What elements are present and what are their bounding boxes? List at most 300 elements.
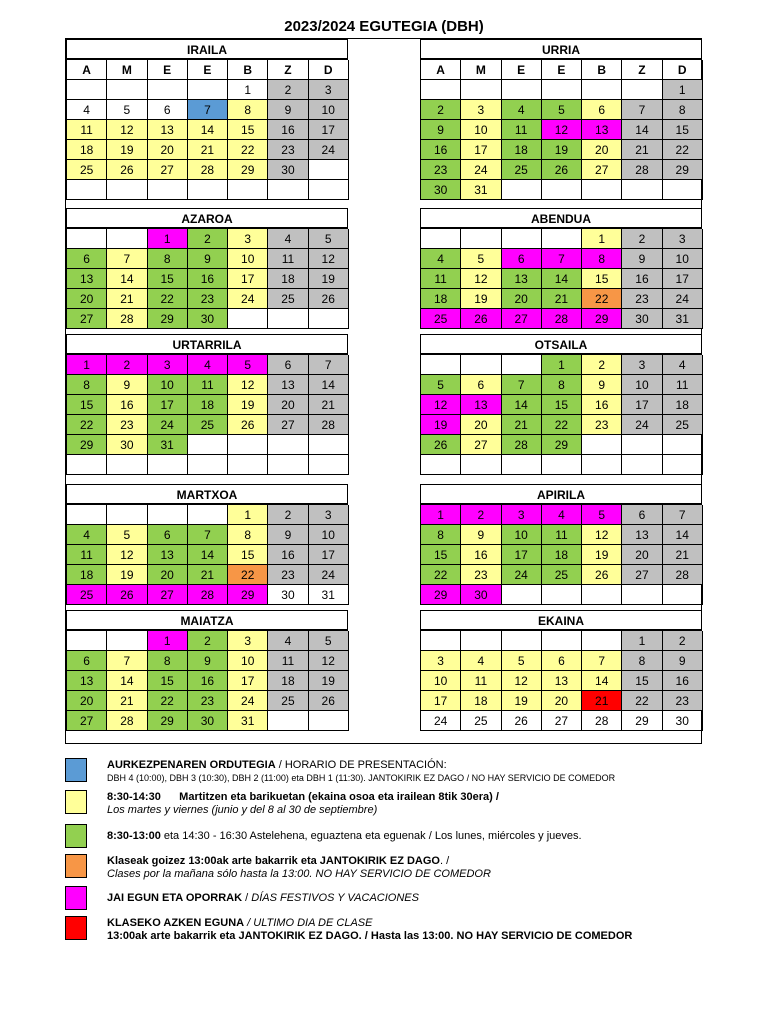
day-cell: 7 <box>502 375 542 395</box>
empty-cell <box>309 455 349 475</box>
day-cell: 5 <box>228 355 268 375</box>
empty-cell <box>502 355 542 375</box>
month-apirila <box>420 484 702 605</box>
legend-swatch <box>65 886 87 910</box>
day-cell: 19 <box>107 140 147 160</box>
legend-detail: 13:00ak arte bakarrik eta JANTOKIRIK EZ DAGO. / Hasta las 13:00. NO HAY SERVICIO DE COMEDOR <box>107 930 633 942</box>
empty-cell <box>309 180 349 200</box>
day-cell: 9 <box>663 651 703 671</box>
day-cell: 1 <box>148 229 188 249</box>
empty-cell <box>542 229 582 249</box>
legend-label: Klaseak goizez 13:00ak arte bakarrik eta JANTOKIRIK EZ DAGO <box>107 855 440 867</box>
day-cell: 29 <box>421 585 461 605</box>
day-cell: 13 <box>502 269 542 289</box>
empty-cell <box>622 180 662 200</box>
empty-cell <box>582 180 622 200</box>
day-cell: 13 <box>542 671 582 691</box>
day-cell: 10 <box>309 100 349 120</box>
day-cell: 4 <box>502 100 542 120</box>
day-cell: 6 <box>622 505 662 525</box>
day-cell: 10 <box>622 375 662 395</box>
day-cell: 30 <box>268 160 308 180</box>
weekday-header: Z <box>268 60 308 80</box>
day-cell: 22 <box>421 565 461 585</box>
day-cell: 1 <box>67 355 107 375</box>
day-cell: 23 <box>268 565 308 585</box>
day-cell: 1 <box>582 229 622 249</box>
day-cell: 3 <box>228 229 268 249</box>
day-cell: 28 <box>188 160 228 180</box>
day-cell: 16 <box>663 671 703 691</box>
day-cell: 22 <box>542 415 582 435</box>
empty-cell <box>622 80 662 100</box>
day-cell: 24 <box>228 289 268 309</box>
day-cell: 18 <box>421 289 461 309</box>
day-cell: 11 <box>663 375 703 395</box>
empty-cell <box>542 585 582 605</box>
day-cell: 18 <box>663 395 703 415</box>
day-cell: 14 <box>542 269 582 289</box>
day-cell: 7 <box>188 100 228 120</box>
day-cell: 20 <box>67 289 107 309</box>
day-cell: 21 <box>663 545 703 565</box>
empty-cell <box>461 80 501 100</box>
day-cell: 28 <box>107 309 147 329</box>
empty-cell <box>542 455 582 475</box>
day-cell: 21 <box>107 289 147 309</box>
empty-cell <box>67 80 107 100</box>
day-cell: 29 <box>582 309 622 329</box>
day-cell: 10 <box>461 120 501 140</box>
empty-cell <box>188 455 228 475</box>
empty-cell <box>268 711 308 731</box>
day-cell: 5 <box>107 525 147 545</box>
day-cell: 22 <box>67 415 107 435</box>
day-cell: 14 <box>188 120 228 140</box>
month-grid <box>66 504 348 605</box>
day-cell: 31 <box>148 435 188 455</box>
day-cell: 29 <box>228 585 268 605</box>
empty-cell <box>268 455 308 475</box>
day-cell: 12 <box>107 545 147 565</box>
legend-detail: Los martes y viernes (junio y del 8 al 30 de septiembre) <box>107 804 378 816</box>
day-cell: 9 <box>582 375 622 395</box>
day-cell: 19 <box>107 565 147 585</box>
day-cell: 15 <box>228 120 268 140</box>
day-cell: 13 <box>148 545 188 565</box>
day-cell: 4 <box>542 505 582 525</box>
day-cell: 2 <box>582 355 622 375</box>
day-cell: 12 <box>461 269 501 289</box>
day-cell: 24 <box>461 160 501 180</box>
day-cell: 1 <box>421 505 461 525</box>
day-cell: 2 <box>188 631 228 651</box>
day-cell: 4 <box>421 249 461 269</box>
empty-cell <box>67 229 107 249</box>
day-cell: 7 <box>622 100 662 120</box>
day-cell: 7 <box>542 249 582 269</box>
day-cell: 13 <box>67 269 107 289</box>
month-grid <box>420 228 702 329</box>
day-cell: 11 <box>421 269 461 289</box>
weekday-header: B <box>582 60 622 80</box>
day-cell: 27 <box>148 585 188 605</box>
legend-label: AURKEZPENAREN ORDUTEGIA <box>107 759 276 771</box>
day-cell: 30 <box>461 585 501 605</box>
month-title: EKAINA <box>420 610 702 630</box>
day-cell: 15 <box>148 671 188 691</box>
empty-cell <box>421 455 461 475</box>
day-cell: 20 <box>582 140 622 160</box>
day-cell: 12 <box>309 651 349 671</box>
day-cell: 10 <box>502 525 542 545</box>
day-cell: 6 <box>67 249 107 269</box>
day-cell: 20 <box>67 691 107 711</box>
day-cell: 24 <box>663 289 703 309</box>
day-cell: 29 <box>542 435 582 455</box>
day-cell: 4 <box>461 651 501 671</box>
day-cell: 28 <box>188 585 228 605</box>
month-title: URRIA <box>420 39 702 59</box>
day-cell: 8 <box>421 525 461 545</box>
day-cell: 24 <box>309 565 349 585</box>
day-cell: 11 <box>67 120 107 140</box>
day-cell: 22 <box>148 289 188 309</box>
day-cell: 20 <box>148 140 188 160</box>
day-cell: 18 <box>502 140 542 160</box>
month-title: OTSAILA <box>420 334 702 354</box>
empty-cell <box>228 455 268 475</box>
day-cell: 27 <box>268 415 308 435</box>
day-cell: 19 <box>309 671 349 691</box>
day-cell: 19 <box>582 545 622 565</box>
day-cell: 16 <box>268 545 308 565</box>
day-cell: 9 <box>268 525 308 545</box>
empty-cell <box>502 80 542 100</box>
day-cell: 6 <box>148 100 188 120</box>
day-cell: 12 <box>309 249 349 269</box>
month-grid <box>66 354 348 475</box>
month-title: MARTXOA <box>66 484 348 504</box>
day-cell: 14 <box>188 545 228 565</box>
day-cell: 6 <box>542 651 582 671</box>
empty-cell <box>67 631 107 651</box>
empty-cell <box>188 435 228 455</box>
empty-cell <box>622 435 662 455</box>
day-cell: 3 <box>663 229 703 249</box>
day-cell: 17 <box>228 269 268 289</box>
day-cell: 20 <box>542 691 582 711</box>
day-cell: 23 <box>188 289 228 309</box>
day-cell: 21 <box>542 289 582 309</box>
month-maiatza <box>66 610 348 731</box>
day-cell: 9 <box>107 375 147 395</box>
day-cell: 15 <box>421 545 461 565</box>
day-cell: 16 <box>107 395 147 415</box>
month-iraila <box>66 39 348 200</box>
day-cell: 14 <box>502 395 542 415</box>
day-cell: 12 <box>421 395 461 415</box>
empty-cell <box>461 631 501 651</box>
day-cell: 11 <box>461 671 501 691</box>
day-cell: 25 <box>502 160 542 180</box>
empty-cell <box>502 631 542 651</box>
month-title: APIRILA <box>420 484 702 504</box>
day-cell: 15 <box>622 671 662 691</box>
day-cell: 4 <box>663 355 703 375</box>
empty-cell <box>461 355 501 375</box>
day-cell: 17 <box>502 545 542 565</box>
day-cell: 25 <box>268 691 308 711</box>
empty-cell <box>622 585 662 605</box>
day-cell: 31 <box>663 309 703 329</box>
empty-cell <box>268 180 308 200</box>
day-cell: 18 <box>67 565 107 585</box>
day-cell: 3 <box>461 100 501 120</box>
empty-cell <box>502 585 542 605</box>
day-cell: 10 <box>228 249 268 269</box>
day-cell: 12 <box>228 375 268 395</box>
weekday-header: A <box>67 60 107 80</box>
day-cell: 23 <box>663 691 703 711</box>
day-cell: 1 <box>228 505 268 525</box>
month-grid <box>420 630 702 731</box>
day-cell: 23 <box>107 415 147 435</box>
day-cell: 25 <box>421 309 461 329</box>
month-grid <box>66 228 348 329</box>
day-cell: 8 <box>148 249 188 269</box>
weekday-header: E <box>148 60 188 80</box>
month-grid <box>420 354 702 475</box>
day-cell: 26 <box>542 160 582 180</box>
empty-cell <box>663 455 703 475</box>
day-cell: 8 <box>228 100 268 120</box>
day-cell: 4 <box>188 355 228 375</box>
day-cell: 27 <box>582 160 622 180</box>
day-cell: 11 <box>268 651 308 671</box>
day-cell: 2 <box>461 505 501 525</box>
day-cell: 25 <box>663 415 703 435</box>
day-cell: 5 <box>542 100 582 120</box>
day-cell: 16 <box>188 269 228 289</box>
empty-cell <box>107 631 147 651</box>
day-cell: 18 <box>461 691 501 711</box>
empty-cell <box>188 80 228 100</box>
day-cell: 8 <box>148 651 188 671</box>
day-cell: 13 <box>148 120 188 140</box>
day-cell: 18 <box>268 269 308 289</box>
day-cell: 14 <box>582 671 622 691</box>
empty-cell <box>67 180 107 200</box>
empty-cell <box>228 435 268 455</box>
day-cell: 9 <box>622 249 662 269</box>
day-cell: 5 <box>502 651 542 671</box>
day-cell: 13 <box>582 120 622 140</box>
day-cell: 12 <box>582 525 622 545</box>
day-cell: 11 <box>502 120 542 140</box>
day-cell: 13 <box>461 395 501 415</box>
day-cell: 16 <box>622 269 662 289</box>
empty-cell <box>268 435 308 455</box>
day-cell: 2 <box>268 80 308 100</box>
empty-cell <box>148 455 188 475</box>
day-cell: 3 <box>309 80 349 100</box>
day-cell: 30 <box>188 309 228 329</box>
day-cell: 28 <box>502 435 542 455</box>
day-cell: 24 <box>228 691 268 711</box>
day-cell: 2 <box>188 229 228 249</box>
day-cell: 22 <box>228 140 268 160</box>
day-cell: 1 <box>663 80 703 100</box>
day-cell: 15 <box>228 545 268 565</box>
weekday-header: Z <box>622 60 662 80</box>
empty-cell <box>309 309 349 329</box>
weekday-header: B <box>228 60 268 80</box>
day-cell: 11 <box>268 249 308 269</box>
empty-cell <box>107 455 147 475</box>
day-cell: 29 <box>228 160 268 180</box>
day-cell: 23 <box>421 160 461 180</box>
day-cell: 25 <box>461 711 501 731</box>
day-cell: 28 <box>622 160 662 180</box>
day-cell: 3 <box>622 355 662 375</box>
day-cell: 11 <box>67 545 107 565</box>
legend-label: KLASEKO AZKEN EGUNA <box>107 917 245 929</box>
empty-cell <box>188 180 228 200</box>
month-title: AZAROA <box>66 208 348 228</box>
day-cell: 27 <box>148 160 188 180</box>
day-cell: 29 <box>148 711 188 731</box>
day-cell: 14 <box>663 525 703 545</box>
day-cell: 24 <box>309 140 349 160</box>
day-cell: 31 <box>461 180 501 200</box>
day-cell: 6 <box>268 355 308 375</box>
day-cell: 15 <box>67 395 107 415</box>
empty-cell <box>421 80 461 100</box>
day-cell: 28 <box>107 711 147 731</box>
empty-cell <box>542 80 582 100</box>
day-cell: 7 <box>107 249 147 269</box>
day-cell: 24 <box>421 711 461 731</box>
day-cell: 27 <box>542 711 582 731</box>
day-cell: 16 <box>188 671 228 691</box>
day-cell: 14 <box>107 671 147 691</box>
day-cell: 8 <box>582 249 622 269</box>
empty-cell <box>268 309 308 329</box>
day-cell: 6 <box>148 525 188 545</box>
empty-cell <box>542 180 582 200</box>
day-cell: 17 <box>663 269 703 289</box>
day-cell: 22 <box>148 691 188 711</box>
day-cell: 9 <box>421 120 461 140</box>
day-cell: 14 <box>107 269 147 289</box>
day-cell: 6 <box>67 651 107 671</box>
month-grid <box>66 630 348 731</box>
empty-cell <box>542 631 582 651</box>
weekday-header: A <box>421 60 461 80</box>
day-cell: 3 <box>502 505 542 525</box>
day-cell: 2 <box>268 505 308 525</box>
day-cell: 13 <box>268 375 308 395</box>
day-cell: 26 <box>461 309 501 329</box>
day-cell: 21 <box>582 691 622 711</box>
day-cell: 17 <box>309 545 349 565</box>
day-cell: 19 <box>421 415 461 435</box>
day-cell: 10 <box>663 249 703 269</box>
day-cell: 23 <box>268 140 308 160</box>
day-cell: 5 <box>309 229 349 249</box>
empty-cell <box>148 505 188 525</box>
weekday-header: M <box>107 60 147 80</box>
day-cell: 30 <box>622 309 662 329</box>
empty-cell <box>663 180 703 200</box>
day-cell: 29 <box>622 711 662 731</box>
empty-cell <box>582 631 622 651</box>
day-cell: 18 <box>542 545 582 565</box>
weekday-header: E <box>542 60 582 80</box>
empty-cell <box>107 229 147 249</box>
day-cell: 30 <box>268 585 308 605</box>
day-cell: 7 <box>582 651 622 671</box>
empty-cell <box>421 631 461 651</box>
day-cell: 19 <box>228 395 268 415</box>
empty-cell <box>421 229 461 249</box>
empty-cell <box>228 180 268 200</box>
month-ekaina <box>420 610 702 731</box>
day-cell: 21 <box>107 691 147 711</box>
empty-cell <box>309 435 349 455</box>
empty-cell <box>622 455 662 475</box>
day-cell: 1 <box>542 355 582 375</box>
weekday-header: E <box>502 60 542 80</box>
month-grid <box>420 59 702 200</box>
day-cell: 5 <box>309 631 349 651</box>
day-cell: 11 <box>188 375 228 395</box>
day-cell: 16 <box>268 120 308 140</box>
day-cell: 26 <box>228 415 268 435</box>
day-cell: 19 <box>461 289 501 309</box>
empty-cell <box>461 455 501 475</box>
day-cell: 10 <box>148 375 188 395</box>
day-cell: 3 <box>228 631 268 651</box>
empty-cell <box>502 229 542 249</box>
day-cell: 21 <box>622 140 662 160</box>
empty-cell <box>461 229 501 249</box>
day-cell: 13 <box>67 671 107 691</box>
day-cell: 21 <box>188 140 228 160</box>
day-cell: 26 <box>502 711 542 731</box>
day-cell: 23 <box>461 565 501 585</box>
day-cell: 29 <box>148 309 188 329</box>
day-cell: 4 <box>67 525 107 545</box>
day-cell: 8 <box>228 525 268 545</box>
day-cell: 8 <box>622 651 662 671</box>
day-cell: 18 <box>188 395 228 415</box>
empty-cell <box>663 435 703 455</box>
day-cell: 17 <box>461 140 501 160</box>
legend-swatch <box>65 824 87 848</box>
day-cell: 24 <box>148 415 188 435</box>
day-cell: 20 <box>148 565 188 585</box>
day-cell: 23 <box>622 289 662 309</box>
day-cell: 2 <box>107 355 147 375</box>
day-cell: 10 <box>228 651 268 671</box>
month-urria <box>420 39 702 200</box>
legend-label: 8:30-13:00 <box>107 830 161 842</box>
day-cell: 3 <box>421 651 461 671</box>
day-cell: 17 <box>421 691 461 711</box>
day-cell: 3 <box>148 355 188 375</box>
